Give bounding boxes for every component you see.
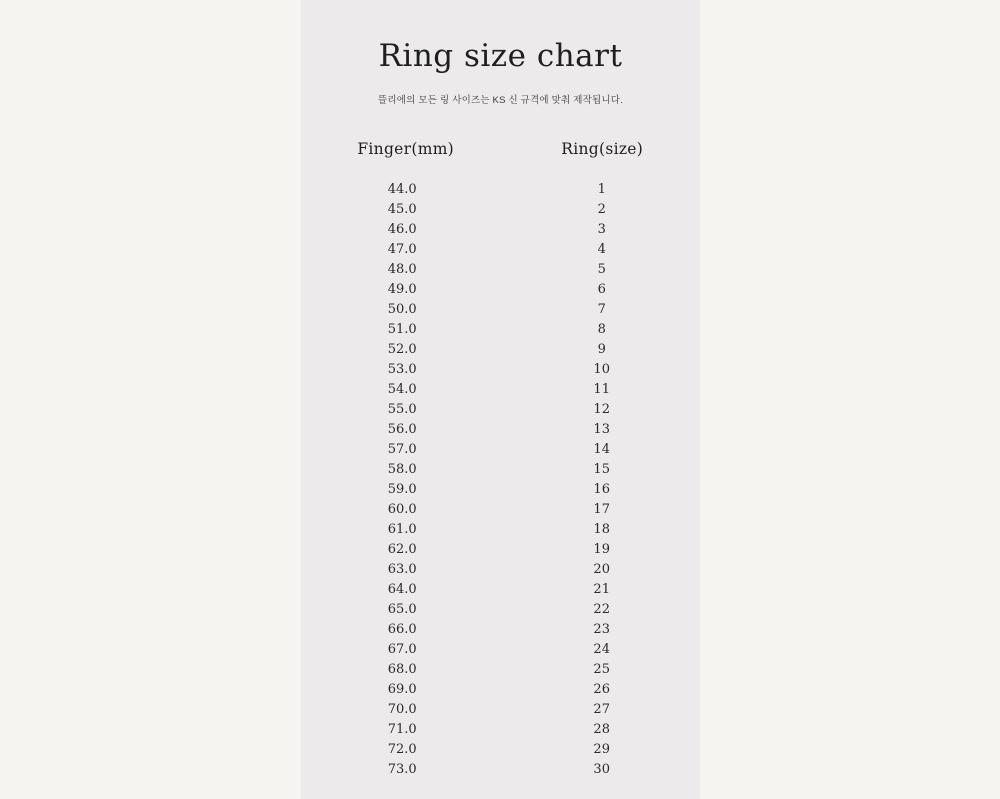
table-row (301, 760, 700, 780)
column-header-ring: Ring(size) (561, 140, 644, 158)
table-row (301, 280, 700, 300)
cell-finger-mm: 45.0 (387, 202, 417, 217)
table-row (301, 240, 700, 260)
table-row (301, 740, 700, 760)
cell-ring-size: 14 (593, 442, 610, 457)
table-row (301, 660, 700, 680)
cell-ring-size: 9 (597, 342, 606, 357)
cell-finger-mm: 67.0 (387, 642, 417, 657)
cell-ring-size: 4 (597, 242, 606, 257)
cell-ring-size: 6 (597, 282, 606, 297)
cell-finger-mm: 51.0 (387, 322, 417, 337)
table-row (301, 220, 700, 240)
cell-finger-mm: 70.0 (387, 702, 417, 717)
page-subtitle: 뜰리에의 모든 링 사이즈는 KS 신 규격에 맞춰 제작됩니다. (378, 95, 623, 106)
cell-finger-mm: 72.0 (387, 742, 417, 757)
table-row (301, 700, 700, 720)
cell-finger-mm: 49.0 (387, 282, 417, 297)
cell-ring-size: 7 (597, 302, 606, 317)
table-row (301, 320, 700, 340)
table-row (301, 500, 700, 520)
table-row (301, 460, 700, 480)
cell-ring-size: 19 (593, 542, 610, 557)
table-header-row (301, 139, 700, 180)
cell-finger-mm: 44.0 (387, 182, 417, 197)
cell-ring-size: 11 (593, 382, 610, 397)
cell-finger-mm: 55.0 (387, 402, 417, 417)
panel-inner (301, 0, 700, 799)
cell-ring-size: 3 (597, 222, 606, 237)
cell-ring-size: 15 (593, 462, 610, 477)
cell-ring-size: 30 (593, 762, 610, 777)
table-row (301, 720, 700, 740)
cell-ring-size: 21 (593, 582, 610, 597)
cell-ring-size: 24 (593, 642, 610, 657)
cell-ring-size: 5 (597, 262, 606, 277)
cell-finger-mm: 69.0 (387, 682, 417, 697)
table-row (301, 560, 700, 580)
table-row (301, 620, 700, 640)
cell-finger-mm: 52.0 (387, 342, 417, 357)
cell-finger-mm: 47.0 (387, 242, 417, 257)
cell-ring-size: 20 (593, 562, 610, 577)
cell-finger-mm: 65.0 (387, 602, 417, 617)
cell-finger-mm: 68.0 (387, 662, 417, 677)
cell-finger-mm: 71.0 (387, 722, 417, 737)
table-row (301, 640, 700, 660)
cell-ring-size: 17 (593, 502, 610, 517)
cell-finger-mm: 63.0 (387, 562, 417, 577)
cell-finger-mm: 53.0 (387, 362, 417, 377)
table-row (301, 360, 700, 380)
cell-finger-mm: 64.0 (387, 582, 417, 597)
content-panel (301, 0, 700, 799)
cell-finger-mm: 61.0 (387, 522, 417, 537)
cell-finger-mm: 54.0 (387, 382, 417, 397)
cell-ring-size: 25 (593, 662, 610, 677)
size-chart-table (301, 139, 700, 780)
cell-finger-mm: 56.0 (387, 422, 417, 437)
table-row (301, 440, 700, 460)
cell-ring-size: 26 (593, 682, 610, 697)
table-row (301, 300, 700, 320)
table-head (301, 139, 700, 180)
cell-ring-size: 18 (593, 522, 610, 537)
table-row (301, 260, 700, 280)
cell-ring-size: 16 (593, 482, 610, 497)
cell-finger-mm: 58.0 (387, 462, 417, 477)
cell-ring-size: 22 (593, 602, 610, 617)
cell-finger-mm: 48.0 (387, 262, 417, 277)
table-row (301, 540, 700, 560)
cell-finger-mm: 62.0 (387, 542, 417, 557)
size-chart-table-wrap (301, 139, 700, 780)
table-row (301, 380, 700, 400)
cell-ring-size: 13 (593, 422, 610, 437)
table-row (301, 680, 700, 700)
table-row (301, 600, 700, 620)
table-row (301, 480, 700, 500)
cell-finger-mm: 66.0 (387, 622, 417, 637)
cell-finger-mm: 50.0 (387, 302, 417, 317)
cell-finger-mm: 57.0 (387, 442, 417, 457)
table-row (301, 180, 700, 200)
cell-ring-size: 27 (593, 702, 610, 717)
cell-ring-size: 28 (593, 722, 610, 737)
table-row (301, 340, 700, 360)
table-body (301, 180, 700, 780)
cell-ring-size: 12 (593, 402, 610, 417)
cell-finger-mm: 73.0 (387, 762, 417, 777)
cell-ring-size: 23 (593, 622, 610, 637)
cell-finger-mm: 46.0 (387, 222, 417, 237)
cell-ring-size: 1 (597, 182, 606, 197)
cell-finger-mm: 59.0 (387, 482, 417, 497)
table-row (301, 520, 700, 540)
cell-ring-size: 8 (597, 322, 606, 337)
table-row (301, 420, 700, 440)
cell-ring-size: 2 (597, 202, 606, 217)
cell-ring-size: 29 (593, 742, 610, 757)
table-row (301, 580, 700, 600)
page-title: Ring size chart (378, 38, 623, 74)
table-row (301, 400, 700, 420)
cell-finger-mm: 60.0 (387, 502, 417, 517)
column-header-finger: Finger(mm) (357, 140, 455, 158)
cell-ring-size: 10 (593, 362, 610, 377)
table-row (301, 200, 700, 220)
